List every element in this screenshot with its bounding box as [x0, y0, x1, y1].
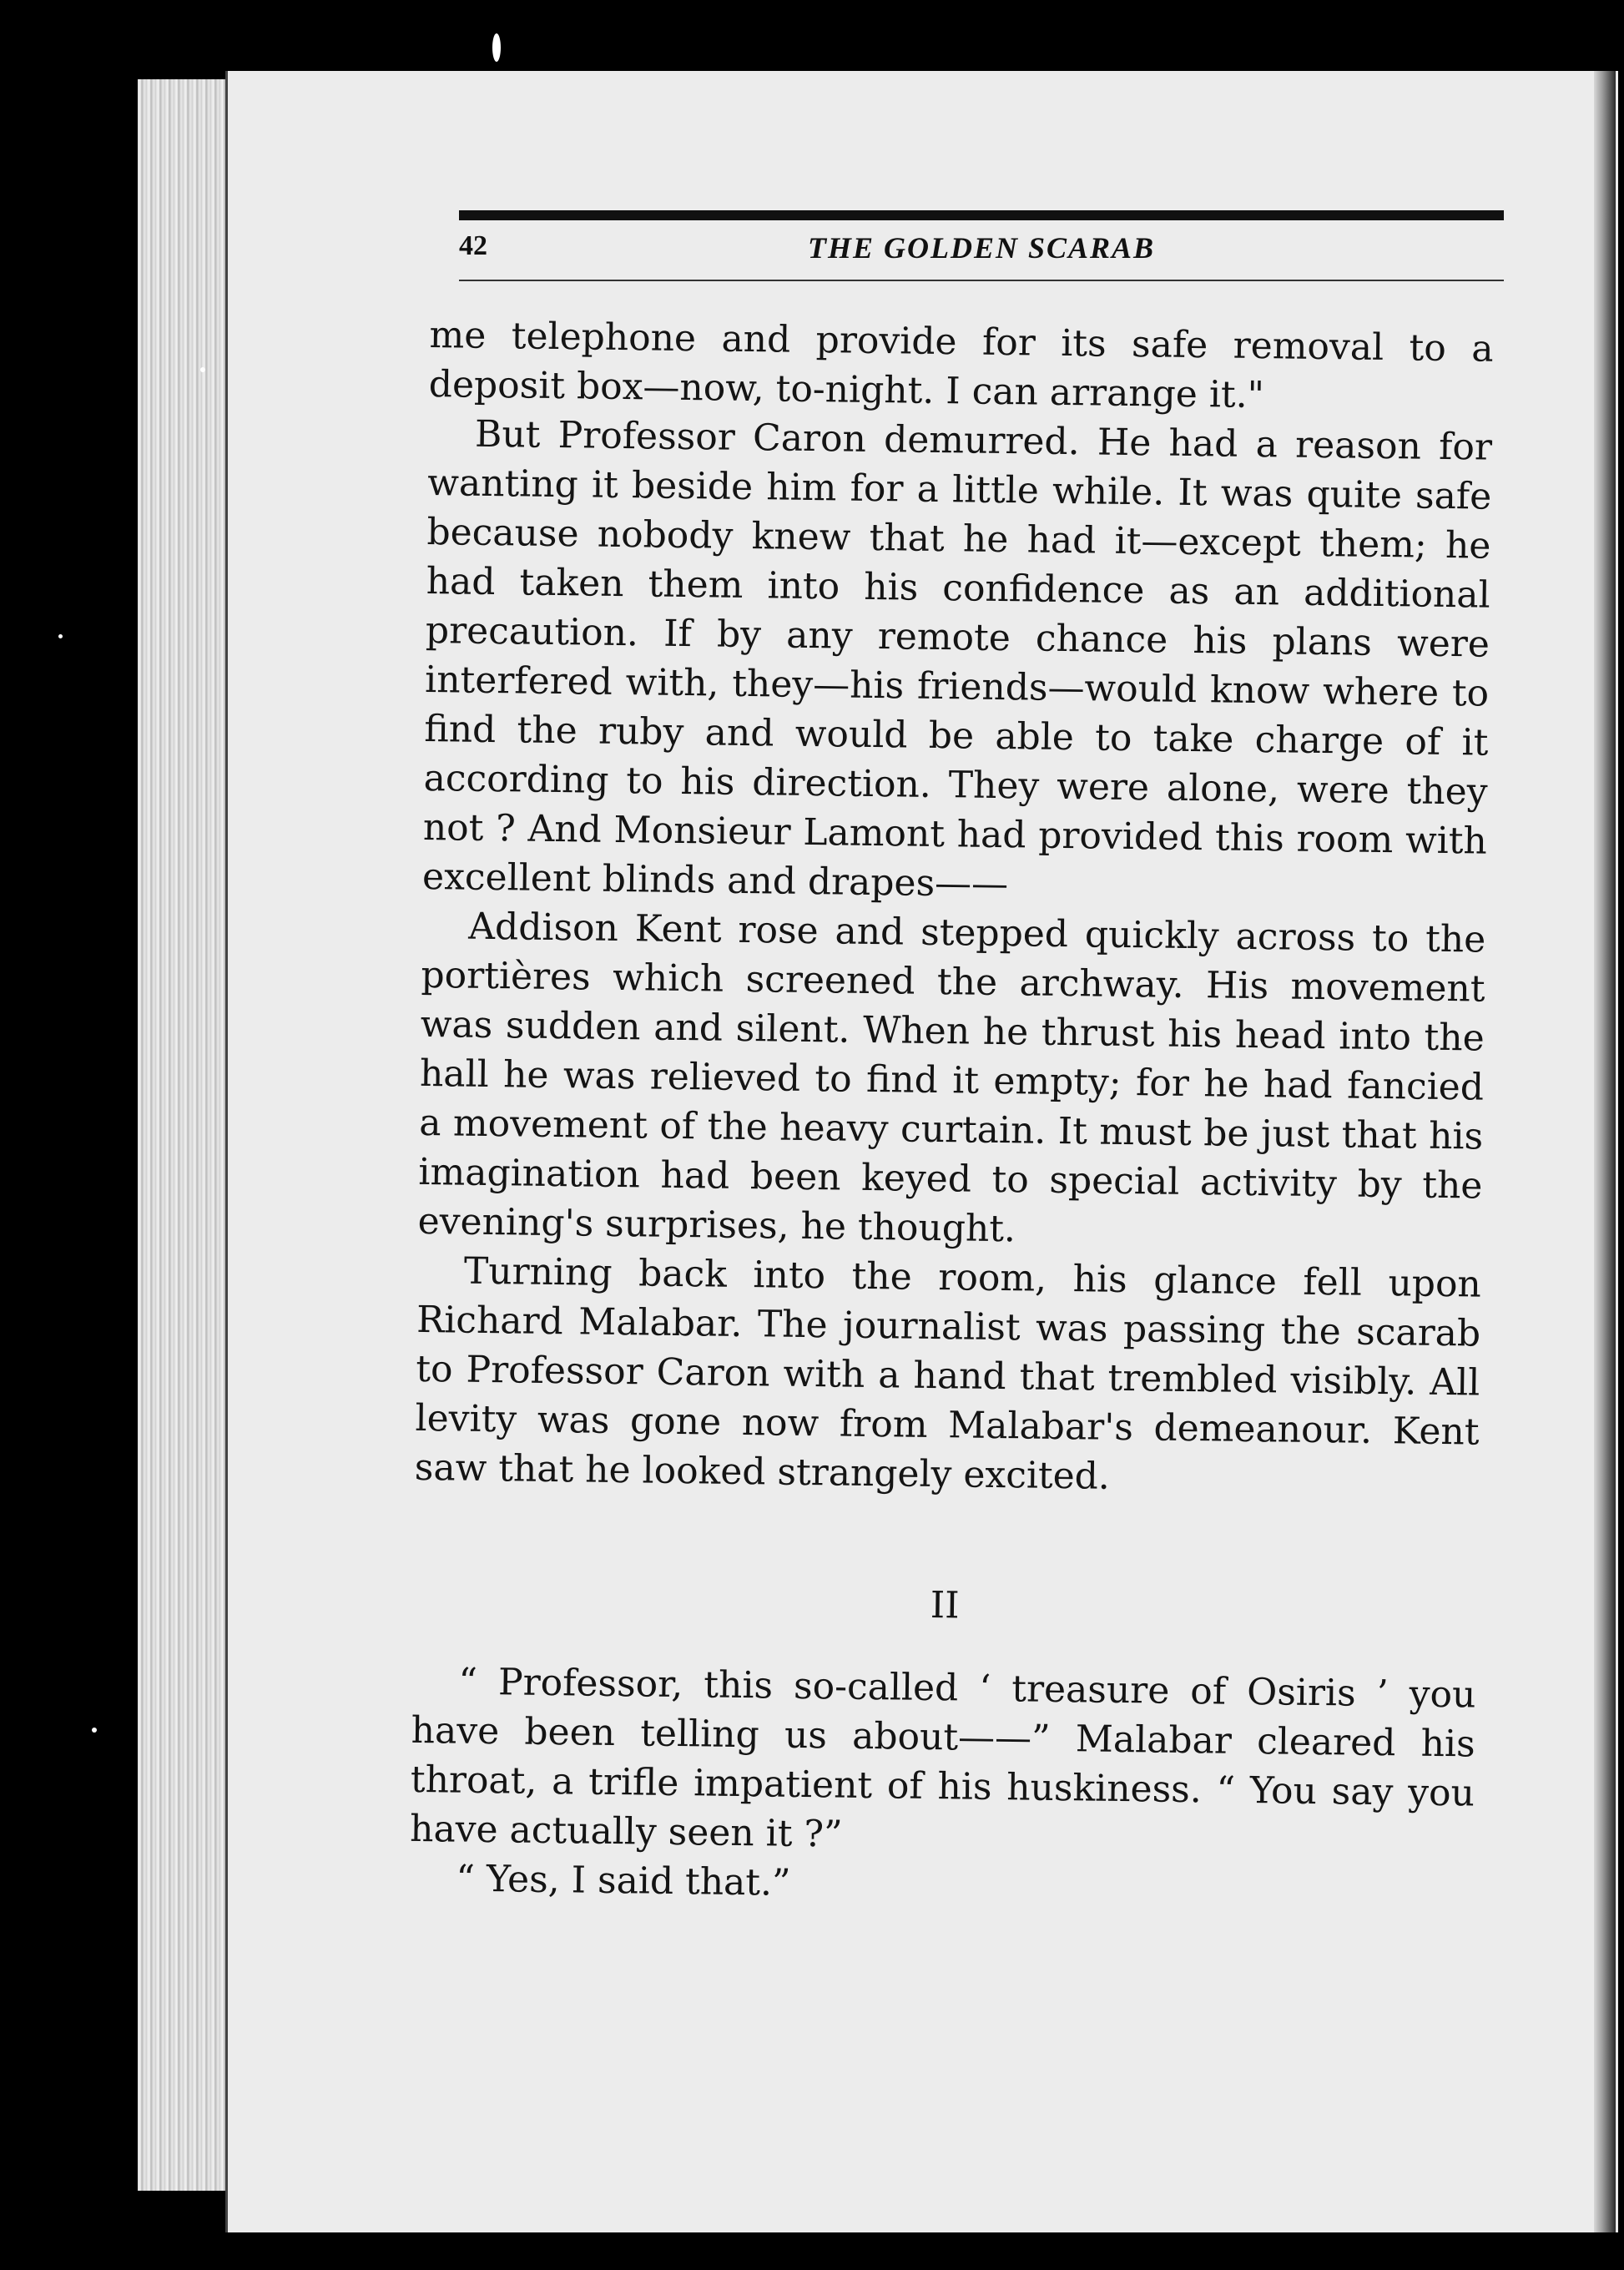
paragraph: But Professor Caron demurred. He had a reason for wanting it beside him for a little while. It was quite safe because nobody knew that he had it—except them; he had taken them into his confidence as an additional precaution. If by any remote chance his plans were interfered with, they—his friends—would know where to find the ruby and would be able to take charge of it according to his direction. They were alone, were they not ? And Monsieur Lamont had provided this room with excellent blinds and drapes——: [421, 412, 1493, 906]
running-title: THE GOLDEN SCARAB: [807, 231, 1156, 265]
header-rule-thick: [459, 210, 1504, 220]
running-head: [459, 227, 1504, 277]
paragraph: me telephone and provide for its safe removal to a deposit box—now, to-night. I can arrange it.": [428, 313, 1494, 417]
page-edge-stack: [138, 79, 238, 2191]
paragraph: Turning back into the room, his glance fell upon Richard Malabar. The journalist was passing the scarab to Professor Caron with a hand that trembled visibly. All levity was gone now from Malabar's demeanour. Kent saw that he looked strangely excited.: [414, 1249, 1482, 1498]
header-rule-thin: [459, 280, 1504, 281]
paragraph: “ Yes, I said that.”: [456, 1857, 791, 1904]
paragraph: Addison Kent rose and stepped quickly across to the portières which screened the archway. His movement was sudden and silent. When he thrust his head into the hall he was relieved to find it empty; for he had fancied a movement of the heavy curtain. It must be just that his imagination had been keyed to special activity by the evening's surprises, he thought.: [417, 905, 1486, 1251]
scan-speck: [58, 634, 63, 638]
body-text: [409, 310, 1494, 1917]
scan-speck: [492, 33, 501, 62]
page-number: 42: [459, 230, 487, 261]
scan-speck: [92, 1728, 97, 1733]
section-numeral: II: [930, 1583, 960, 1627]
paragraph: “ Professor, this so-called ‘ treasure of Osiris ’ you have been telling us about——” Malabar cleared his throat, a trifle impatient of his huskiness. “ You say you have actually seen it ?”: [409, 1660, 1476, 1856]
page-right-edge: [1594, 71, 1616, 2232]
scan-speck: [200, 367, 205, 372]
